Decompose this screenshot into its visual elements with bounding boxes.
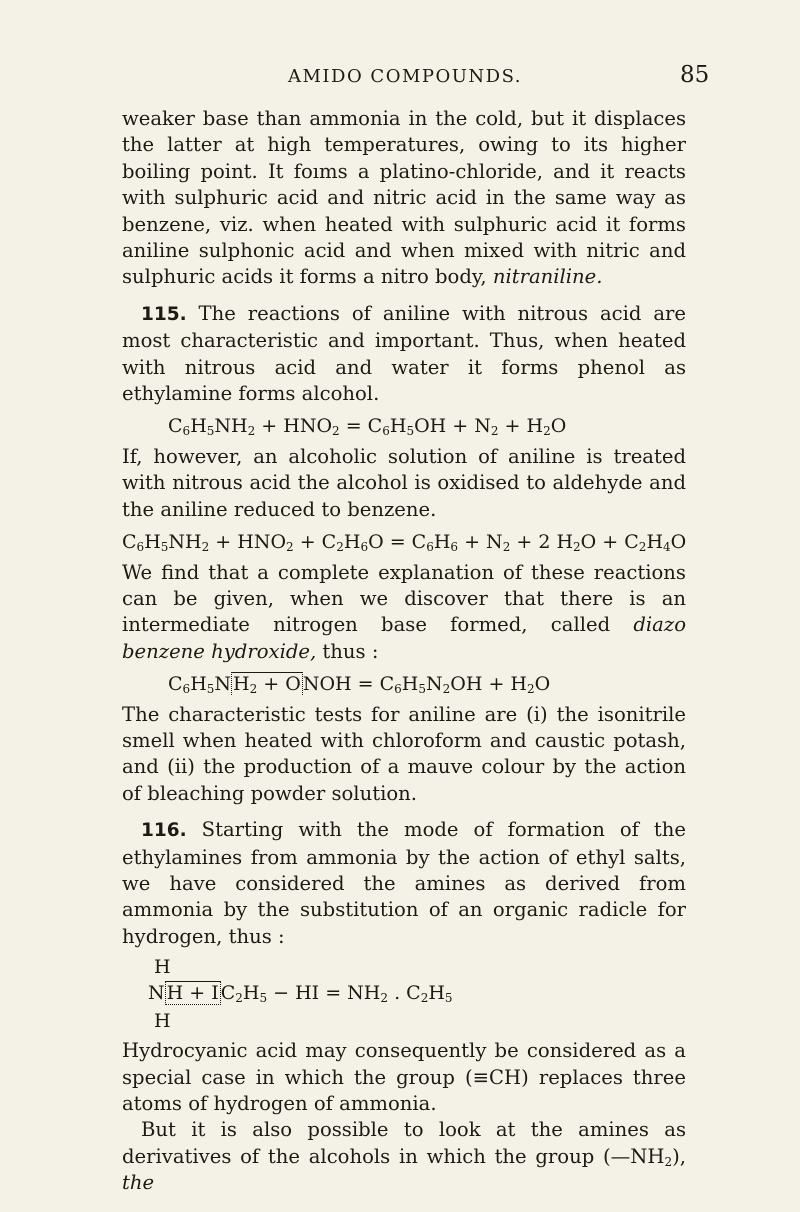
equation-diazo: $C_6H_5N$ $H_2 + O$ NOH = $C_6H_5N_2OH + H_2O$ [168, 673, 551, 697]
paragraph-text: The reactions of aniline with nitrous acid are most characteristic and important. Thus, when heated with nitrous acid and water it forms phenol as ethylamine forms alcohol. [122, 301, 686, 406]
equation-benzene: $C_6H_5NH_2 + HNO_2 + C_2H_6O = C_6H_6 + N_2 + 2$ $H_2O + C_2H_4O$ [122, 531, 687, 555]
paragraph-continuation [122, 106, 686, 291]
paragraph-text: weaker base than ammonia in the cold, but it displaces the latter at high temperatures, owing to its higher boiling point. It foıms a platino-chloride, and it reacts with sulphuric acid and nitric acid in the same way as benzene, viz. when heated with sulphuric acid it forms aniline sulphonic acid and when mixed with nitric and sulphuric acids it forms a nitro body, [122, 107, 686, 289]
italic-term: the [122, 1171, 155, 1195]
section-number: 116. [141, 820, 187, 842]
italic-term: diazo benzene hydroxide, [122, 613, 686, 663]
paragraph-116 [122, 817, 686, 950]
paragraph-text: We find that a complete explanation of these reactions can be given, when we discover that there is an intermediate nitrogen base formed, called [122, 560, 686, 637]
body-text [122, 106, 686, 1197]
struct-row: N H + I $C_2H_5$ − HI = $NH_2$ . $C_2H_5$ [148, 982, 453, 1006]
equation-phenol: $C_6H_5NH_2 + HNO_2 = C_6H_5OH + N_2 + H_2O$ [168, 415, 567, 439]
paragraph-115 [122, 301, 686, 408]
struct-top-h: H [154, 956, 171, 979]
paragraph-text: The characteristic tests for aniline are (i) the isonitrile smell when heated with chloroform and caustic potash, and (ii) the production of a mauve colour by the action of bleaching powder solution. [122, 702, 686, 805]
paragraph-text: Hydrocyanic acid may consequently be considered as a special case in which the group (≡CH) replaces three atoms of hydrogen of ammonia. [122, 1039, 686, 1115]
paragraph-tests [122, 702, 686, 808]
paragraph-diazo: We find that a complete explanation of these reactions can be given, when we discover that there is an intermediate nitrogen base formed, called diazo benzene hydroxide, thus : [122, 560, 686, 663]
paragraph-text: But it is also possible to look at the amines as derivatives of the alcohols in which the group (—NH [122, 1118, 686, 1168]
paragraph-text: Starting with the mode of formation of the ethylamines from ammonia by the action of ethyl salts, we have considered the amines as derived from ammonia by the substitution of an organic radicle for hydrogen, thus : [122, 818, 686, 948]
struct-bottom-h: H [154, 1010, 171, 1033]
paragraph-text: If, however, an alcoholic solution of aniline is treated with nitrous acid the alcohol is oxidised to aldehyde and the aniline reduced to benzene. [122, 444, 686, 521]
paragraph-alcoholic [122, 444, 686, 523]
running-head [0, 62, 800, 92]
section-number: 115. [141, 303, 187, 325]
bracketed-group: $H_2 + O$ [233, 673, 301, 697]
paragraph-derivatives: But it is also possible to look at the amines as derivatives of the alcohols in which the group $(—NH_2)$, the [122, 1118, 686, 1195]
italic-term: nitraniline. [492, 265, 603, 289]
running-title: AMIDO COMPOUNDS. [287, 66, 523, 87]
bracketed-group: H + I [166, 982, 219, 1005]
paragraph-hydrocyanic [122, 1038, 686, 1117]
structural-equation [122, 954, 686, 1038]
page-number: 85 [680, 62, 710, 88]
